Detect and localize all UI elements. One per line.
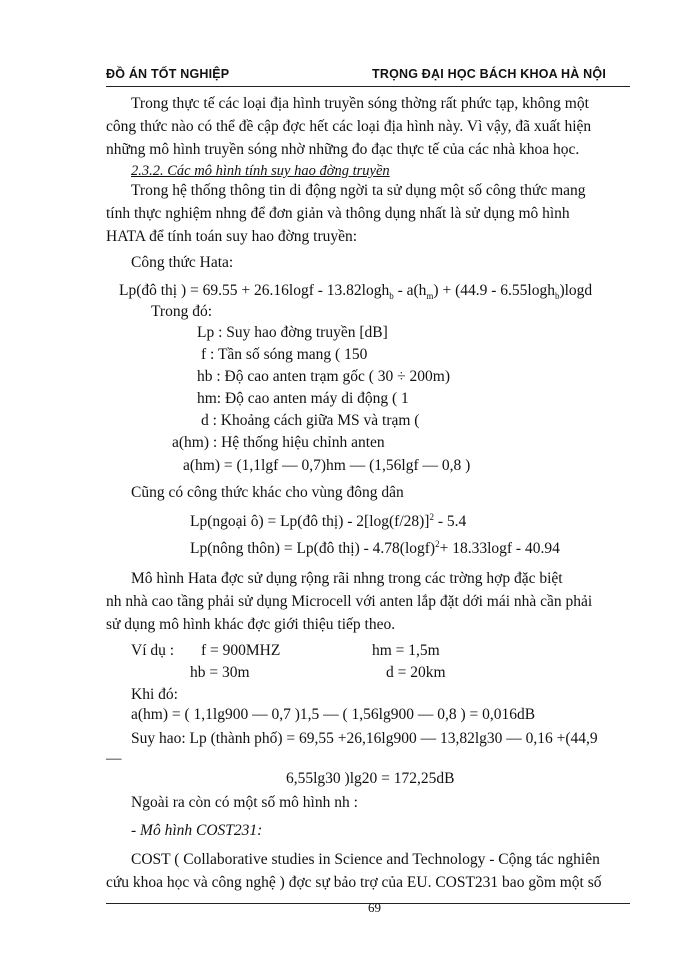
header-left-title: ĐỒ ÁN TỐT NGHIỆP [106, 67, 230, 81]
header-rule [106, 86, 630, 87]
header-right-title: TRỌNG ĐẠI HỌC BÁCH KHOA HÀ NỘI [372, 67, 607, 81]
intro-line-2: công thức nào có thể đề cập đợc hết các loại địa hình này. Vì vậy, đã xuất hiện [106, 118, 592, 135]
para2-line-2: tính thực nghiệm nhng để đơn giản và thông dụng nhất là sử dụng mô hình [106, 205, 570, 222]
cost-line-1: COST ( Collaborative studies in Science and Technology - Cộng tác nghiên [131, 851, 600, 868]
para2-line-3: HATA để tính toán suy hao đờng truyền: [106, 228, 358, 245]
para2-line-1: Trong hệ thống thông tin di động ngời ta sử dụng một số công thức mang [131, 182, 586, 199]
calc-loss-line-2: 6,55lg30 )lg20 = 172,25dB [286, 770, 455, 787]
definition-f: f : Tần số sóng mang ( 150 [201, 346, 368, 363]
when-label: Khi đó: [131, 686, 178, 703]
ahm-formula: a(hm) = (1,1lgf — 0,7)hm — (1,56lgf — 0,8 ) [183, 457, 471, 474]
formula-label: Công thức Hata: [131, 254, 234, 271]
definition-hb: hb : Độ cao anten trạm gốc ( 30 ÷ 200m) [197, 368, 450, 385]
example-d: d = 20km [386, 664, 446, 681]
para3-line-1: Mô hình Hata đợc sử dụng rộng rãi nhng trong các trờng hợp đặc biệt [131, 570, 563, 587]
hata-formula: Lp(đô thị ) = $69.55 + 26.16\log f - 13.82\log h_b - a(h_m) + (44.9 - 6.55\log h_b)\log d$ [119, 282, 593, 302]
para3-line-3: sử dụng mô hình khác đợc giới thiệu tiếp theo. [106, 616, 396, 633]
example-label: Ví dụ : [131, 642, 175, 659]
rural-formula: Lp(nông thôn) = Lp(đô thị) - $4.78(\log f)^2+ 18.33\log f - 40.94$ [190, 539, 560, 558]
intro-line-1: Trong thực tế các loại địa hình truyền sóng thờng rất phức tạp, không một [131, 95, 589, 112]
calc-loss-dash: — [106, 750, 122, 767]
definition-hm: hm: Độ cao anten máy di động ( 1 [197, 390, 409, 407]
para3-line-2: nh nhà cao tầng phải sử dụng Microcell với anten lắp đặt dới mái nhà cần phải [106, 593, 593, 610]
definition-d: d : Khoảng cách giữa MS và trạm ( [201, 412, 420, 429]
calc-loss-line-1: Suy hao: Lp (thành phố) = 69,55 +26,16lg900 — 13,82lg30 — 0,16 +(44,9 [131, 730, 598, 747]
definition-lp: Lp : Suy hao đờng truyền [dB] [197, 324, 388, 341]
calc-ahm: a(hm) = ( 1,1lg900 — 0,7 )1,5 — ( 1,56lg900 — 0,8 ) = 0,016dB [131, 706, 536, 723]
also-label: Ngoài ra còn có một số mô hình nh : [131, 794, 358, 811]
intro-line-3: những mô hình truyền sóng nhờ những đo đạc thực tế của các nhà khoa học. [106, 141, 580, 158]
where-label: Trong đó: [151, 303, 213, 320]
cost-title: - Mô hình COST231: [131, 822, 263, 839]
example-f: f = 900MHZ [201, 642, 281, 659]
example-hb: hb = 30m [190, 664, 250, 681]
example-hm: hm = 1,5m [372, 642, 440, 659]
section-title: 2.3.2. Các mô hình tính suy hao đờng truyền [131, 163, 390, 179]
suburban-formula: Lp(ngoại ô) = Lp(đô thị) - $2[\log(f/28)]^2 - 5.4$ [190, 512, 467, 531]
definition-ahm: a(hm) : Hệ thống hiệu chỉnh anten [172, 434, 385, 451]
page-number: 69 [368, 900, 381, 915]
cost-line-2: cứu khoa học và công nghệ ) đợc sự bảo trợ của EU. COST231 bao gồm một số [106, 874, 602, 891]
other-formula-label: Cũng có công thức khác cho vùng đông dân [131, 484, 404, 501]
